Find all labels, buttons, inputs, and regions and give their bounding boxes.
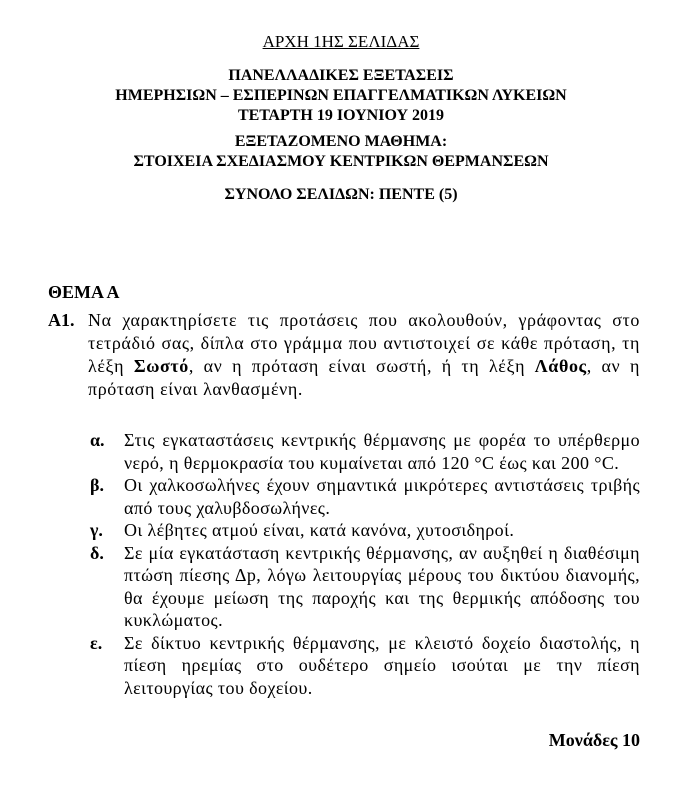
theme-title: ΘΕΜΑ Α bbox=[48, 282, 120, 302]
page-start-note bbox=[0, 32, 682, 52]
statement-label: α. bbox=[90, 430, 105, 450]
exam-header bbox=[0, 66, 682, 172]
statement-item bbox=[90, 632, 640, 700]
total-pages: ΣΥΝΟΛΟ ΣΕΛΙΔΩΝ: ΠΕΝΤΕ (5) bbox=[224, 186, 458, 203]
statement-label: β. bbox=[90, 475, 104, 495]
header-line-3: ΤΕΤΑΡΤΗ 19 ΙΟΥΝΙΟΥ 2019 bbox=[237, 107, 445, 124]
word-correct: Σωστό bbox=[133, 356, 189, 376]
statement-text: Οι λέβητες ατμού είναι, κατά κανόνα, χυτοσιδηροί. bbox=[124, 520, 515, 540]
header-line-5: ΣΤΟΙΧΕΙΑ ΣΧΕΔΙΑΣΜΟΥ ΚΕΝΤΡΙΚΩΝ ΘΕΡΜΑΝΣΕΩΝ bbox=[133, 153, 549, 170]
page-start-note-text: ΑΡΧΗ 1ΗΣ ΣΕΛΙΔΑΣ bbox=[262, 32, 420, 51]
question-text-part-3: , αν η πρόταση είναι λανθασμένη. bbox=[88, 356, 640, 399]
marks-value: Μονάδες 10 bbox=[548, 730, 640, 750]
statement-list bbox=[90, 429, 640, 699]
header-line-1: ΠΑΝΕΛΛΑΔΙΚΕΣ ΕΞΕΤΑΣΕΙΣ bbox=[228, 67, 454, 84]
statement-text: Οι χαλκοσωλήνες έχουν σημαντικά μικρότερες αντιστάσεις τριβής από τους χαλυβδοσωλήνες. bbox=[124, 475, 640, 518]
header-line-2: ΗΜΕΡΗΣΙΩΝ – ΕΣΠΕΡΙΝΩΝ ΕΠΑΓΓΕΛΜΑΤΙΚΩΝ ΛΥΚΕΙΩΝ bbox=[115, 87, 567, 104]
statement-label: γ. bbox=[90, 520, 103, 540]
statement-text: Σε δίκτυο κεντρικής θέρμανσης, με κλειστό δοχείο διαστολής, η πίεση ηρεμίας στο ουδέτερο σημείο ισούται με την πίεση λειτουργίας του δοχείου. bbox=[124, 632, 640, 698]
question-label: Α1. bbox=[48, 310, 75, 330]
statement-item bbox=[90, 519, 640, 542]
question-text bbox=[88, 309, 640, 401]
word-wrong: Λάθος bbox=[534, 356, 587, 376]
question-text-part-1: Να χαρακτηρίσετε τις προτάσεις που ακολουθούν, γράφοντας στο τετράδιό σας, δίπλα στο γράμμα που αντιστοιχεί σε κάθε πρόταση, τη λέξη bbox=[88, 310, 640, 376]
statement-label: ε. bbox=[90, 632, 103, 653]
statement-text: Στις εγκαταστάσεις κεντρικής θέρμανσης με φορέα το υπέρθερμο νερό, η θερμοκρασία του κυμαίνεται από 120 °C έως και 200 °C. bbox=[124, 430, 640, 473]
header-line-4: ΕΞΕΤΑΖΟΜΕΝΟ ΜΑΘΗΜΑ: bbox=[234, 133, 448, 150]
question-text-part-2: , αν η πρόταση είναι σωστή, ή τη λέξη bbox=[188, 356, 535, 376]
statement-label: δ. bbox=[90, 542, 104, 563]
statement-item bbox=[90, 429, 640, 474]
statement-item bbox=[90, 474, 640, 519]
statement-item bbox=[90, 542, 640, 632]
statement-text: Σε μία εγκατάσταση κεντρικής θέρμανσης, αν αυξηθεί η διαθέσιμη πτώση πίεσης Δp, λόγω λειτουργίας μέρους του δικτύου διανομής, θα έχουμε μείωση της παροχής και της θερμικής απόδοσης του κυκλώματος. bbox=[124, 542, 640, 630]
question-a1 bbox=[48, 309, 640, 401]
